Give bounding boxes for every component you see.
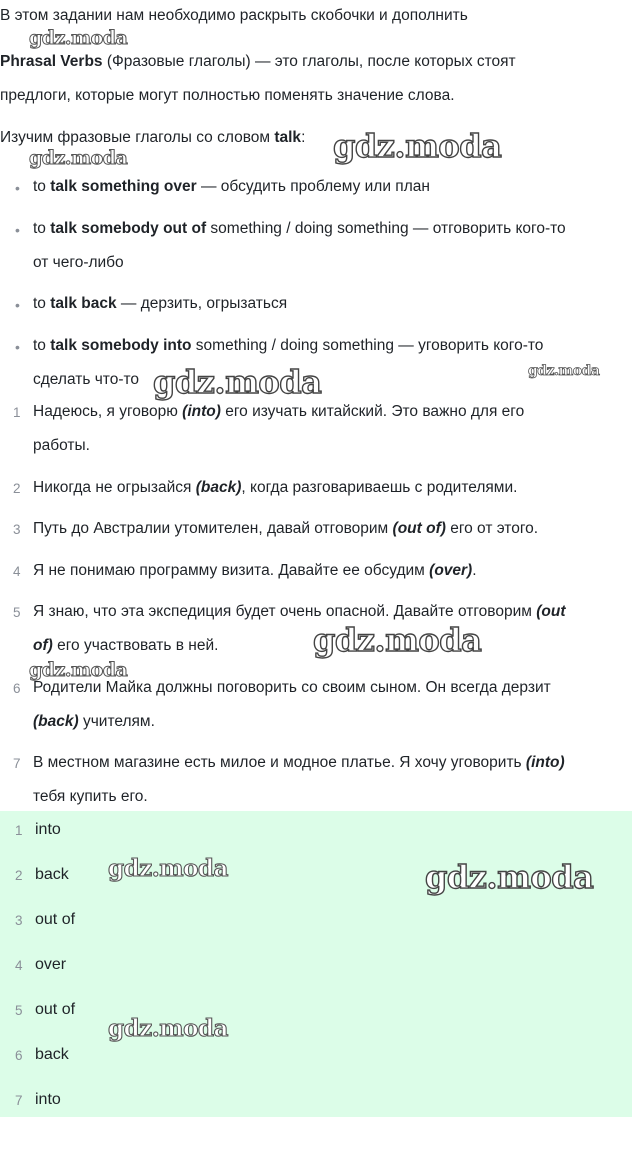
study-heading [0,129,305,147]
watermark: gdz.moda [108,1015,228,1042]
answer-value: into [35,1091,61,1108]
list-item-continuation: от чего-либо [33,254,124,271]
answer-number: 4 [15,958,23,973]
exercise-number: 5 [13,605,21,620]
answer-value: out of [35,911,76,928]
answer-value: over [35,956,67,973]
exercise-key: (into) [182,403,221,420]
exercise-item: Никогда не огрызайся (back), когда разговариваешь с родителями. [33,479,518,496]
list-item [33,337,543,355]
list-item-phrase: talk somebody out of [50,220,207,237]
exercise-item: Я знаю, что эта экспедиция будет очень опасной. Давайте отговорим (out [33,603,566,620]
answer-value: back [35,866,69,883]
exercise-number: 4 [13,564,21,579]
study-word: talk [274,129,302,146]
answer-number: 2 [15,868,23,883]
definition-term: Phrasal Verbs [0,53,103,70]
bullet-icon [15,180,20,196]
exercise-key: (back) [195,479,242,496]
exercise-number: 6 [13,681,21,696]
list-item-continuation: сделать что-то [33,371,140,388]
exercise-number: 3 [13,522,21,537]
list-item-phrase: talk back [50,295,117,312]
exercise-item: В местном магазине есть милое и модное платье. Я хочу уговорить (into) [33,754,565,771]
list-item [33,220,566,238]
list-item-prefix: to [33,178,51,195]
exercise-continuation: тебя купить его. [33,788,148,805]
list-item-prefix: to [33,337,51,354]
watermark: gdz.moda [29,147,128,169]
study-colon: : [301,129,306,146]
answer-value: back [35,1046,69,1063]
watermark: gdz.moda [29,659,128,681]
exercise-continuation: of) его участвовать в ней. [33,637,219,654]
exercise-number: 2 [13,481,21,496]
list-item-phrase: talk somebody into [50,337,192,354]
exercise-item: Я не понимаю программу визита. Давайте ее обсудим (over). [33,562,477,579]
exercise-key: (into) [525,754,565,771]
list-item-meaning: something / doing something — отговорить кого-то [206,220,566,237]
exercise-key: (out [536,603,566,620]
exercise-key: (out of) [392,520,446,537]
exercise-number: 1 [13,405,21,420]
study-text: Изучим фразовые глаголы со словом [0,129,275,146]
list-item-meaning: — обсудить проблему или план [196,178,430,195]
list-item-prefix: to [33,295,51,312]
exercise-item: Путь до Австралии утомителен, давай отговорим (out of) его от этого. [33,520,539,537]
watermark: gdz.moda [29,27,128,49]
answer-number: 3 [15,913,23,928]
watermark: gdz.moda [528,363,600,379]
list-item-meaning: something / doing something — уговорить кого-то [191,337,544,354]
watermark: gdz.moda [108,855,228,882]
watermark: gdz.moda [333,127,502,165]
exercise-continuation: работы. [33,437,90,454]
exercise-number: 7 [13,756,21,771]
bullet-icon [15,222,20,238]
answer-number: 5 [15,1003,23,1018]
exercise-continuation: (back) учителям. [33,713,155,730]
intro-text: В этом задании нам необходимо раскрыть скобочки и дополнить [0,7,468,24]
answer-number: 6 [15,1048,23,1063]
watermark: gdz.moda [425,858,594,896]
answers-panel [0,811,632,1117]
list-item [33,178,430,196]
exercise-item: Надеюсь, я уговорю (into) его изучать китайский. Это важно для его [33,403,525,420]
bullet-icon [15,297,20,313]
list-item-prefix: to [33,220,51,237]
list-item-phrase: talk something over [50,178,197,195]
exercise-key: (over) [429,562,473,579]
answer-value: into [35,821,61,838]
watermark: gdz.moda [313,621,482,659]
exercise-item: Родители Майка должны поговорить со своим сыном. Он всегда дерзит [33,679,551,696]
definition-line-2: предлоги, которые могут полностью поменять значение слова. [0,87,455,104]
bullet-icon [15,339,20,355]
answer-value: out of [35,1001,76,1018]
definition-text: (Фразовые глаголы) — это глаголы, после которых стоят [102,53,516,70]
list-item [33,295,287,313]
answer-number: 1 [15,823,23,838]
answer-number: 7 [15,1093,23,1108]
list-item-meaning: — дерзить, огрызаться [116,295,288,312]
definition-line-1 [0,53,516,71]
watermark: gdz.moda [153,363,322,401]
